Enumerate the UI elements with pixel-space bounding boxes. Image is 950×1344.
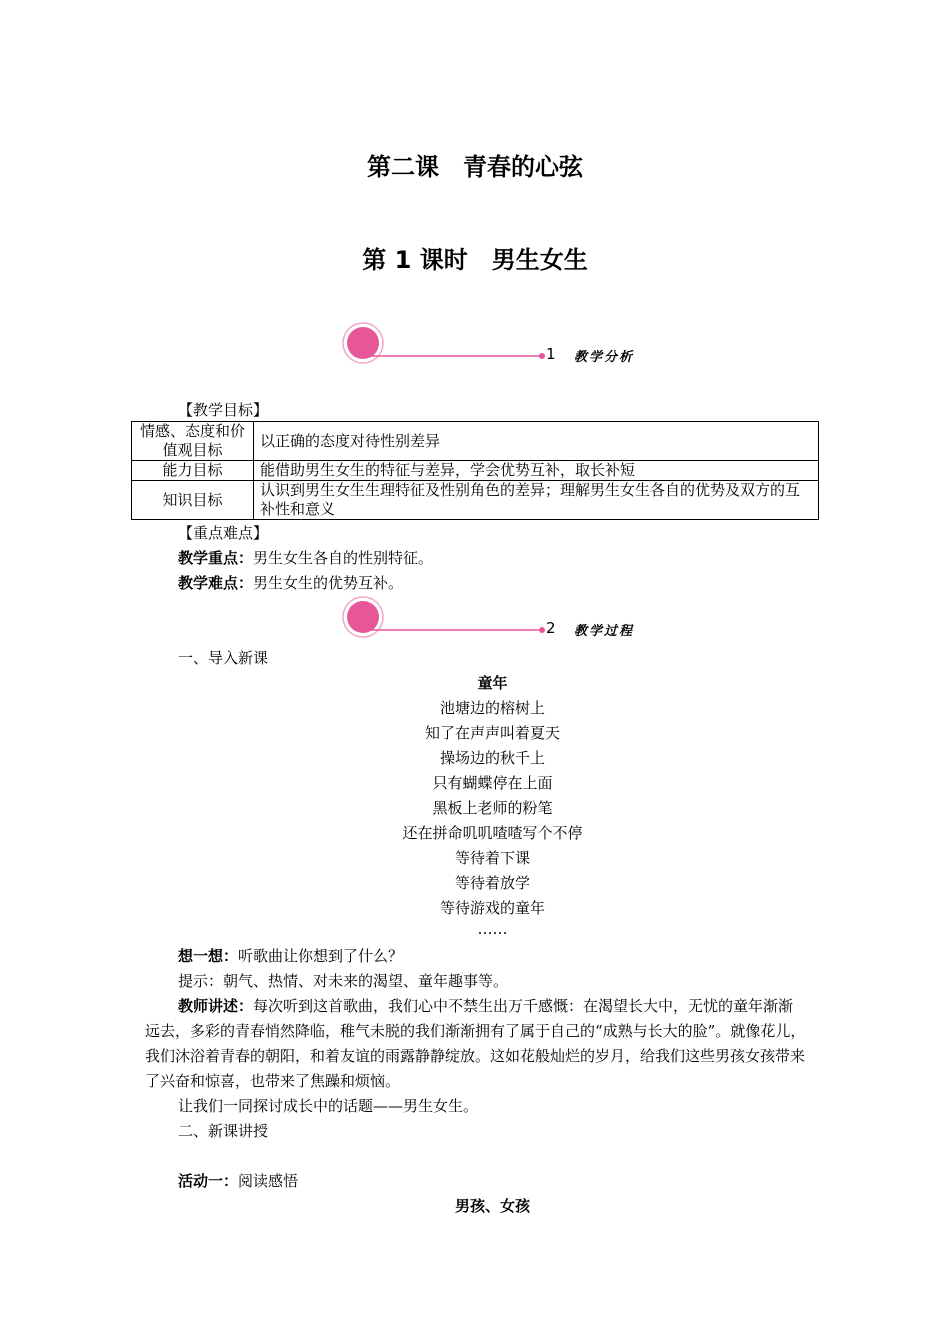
section-banner-analysis: [340, 322, 670, 366]
goal-text: 认识到男生女生生理特征及性别角色的差异；理解男生女生各自的优势及双方的互补性和意义: [254, 481, 819, 520]
difficult-point-text: 男生女生的优势互补。: [253, 574, 404, 592]
activity-label: 活动一：: [178, 1172, 239, 1190]
key-point: [178, 546, 433, 571]
table-row: [132, 461, 819, 481]
poem-line: 还在拼命叽叽喳喳写个不停: [402, 824, 583, 842]
new-lesson-heading: 二、新课讲授: [178, 1122, 269, 1140]
poem-line: 等待着放学: [454, 874, 530, 892]
poem-line: 黑板上老师的粉笔: [432, 799, 553, 817]
think-question: [178, 944, 403, 969]
lesson-title: 第二课 青春的心弦: [367, 153, 583, 181]
goals-table: [131, 421, 819, 520]
goal-label: 情感、态度和价值观目标: [132, 422, 254, 461]
poem-title: 童年: [477, 674, 508, 692]
activity-one: [178, 1169, 298, 1194]
key-point-label: 教学重点：: [178, 549, 254, 567]
period-title: 第 1 课时 男生女生: [362, 246, 588, 274]
think-label: 想一想：: [178, 947, 239, 965]
teacher-label: 教师讲述：: [178, 997, 254, 1015]
hint: 提示：朝气、热情、对未来的渴望、童年趣事等。: [178, 972, 509, 990]
poem-line: 等待着下课: [454, 849, 530, 867]
poem-line: 知了在声声叫着夏天: [424, 724, 560, 742]
section-label: 教学过程: [574, 624, 635, 639]
goal-label: 能力目标: [132, 461, 254, 481]
section-number: 2: [546, 619, 556, 637]
goals-heading: 【教学目标】: [178, 401, 269, 419]
table-row: [132, 422, 819, 461]
section-banner-process: [340, 596, 670, 640]
key-heading: 【重点难点】: [178, 524, 269, 542]
table-row: [132, 481, 819, 520]
think-text: 听歌曲让你想到了什么？: [238, 947, 404, 965]
difficult-point-label: 教学难点：: [178, 574, 254, 592]
explore-text: 让我们一同探讨成长中的话题——男生女生。: [178, 1097, 479, 1115]
key-point-text: 男生女生各自的性别特征。: [253, 549, 434, 567]
teacher-text: 每次听到这首歌曲，我们心中不禁生出万千感慨：在渴望长大中，无忧的童年渐渐远去，多彩的青春悄然降临，稚气未脱的我们渐渐拥有了属于自己的“成熟与长大的脸”。就像花儿，我们沐浴着青春的朝阳，和着友谊的雨露静静绽放。这如花般灿烂的岁月，给我们这些男孩女孩带来了兴奋和惊喜，也带来了焦躁和烦恼。: [145, 997, 806, 1090]
poem-line: 池塘边的榕树上: [439, 699, 545, 717]
poem-line: 等待游戏的童年: [439, 899, 545, 917]
poem-line: 操场边的秋千上: [439, 749, 545, 767]
section-label: 教学分析: [574, 350, 635, 365]
section-number: 1: [546, 345, 556, 363]
intro-heading: 一、导入新课: [178, 649, 269, 667]
goal-text: 以正确的态度对待性别差异: [254, 422, 819, 461]
poem-line: 只有蝴蝶停在上面: [432, 774, 553, 792]
goal-label: 知识目标: [132, 481, 254, 520]
poem-ellipsis: ……: [477, 920, 508, 938]
teacher-narration: [145, 994, 807, 1094]
goal-text: 能借助男生女生的特征与差异，学会优势互补，取长补短: [254, 461, 819, 481]
difficult-point: [178, 571, 403, 596]
activity-text: 阅读感悟: [238, 1172, 299, 1190]
reading-title: 男孩、女孩: [454, 1197, 530, 1215]
